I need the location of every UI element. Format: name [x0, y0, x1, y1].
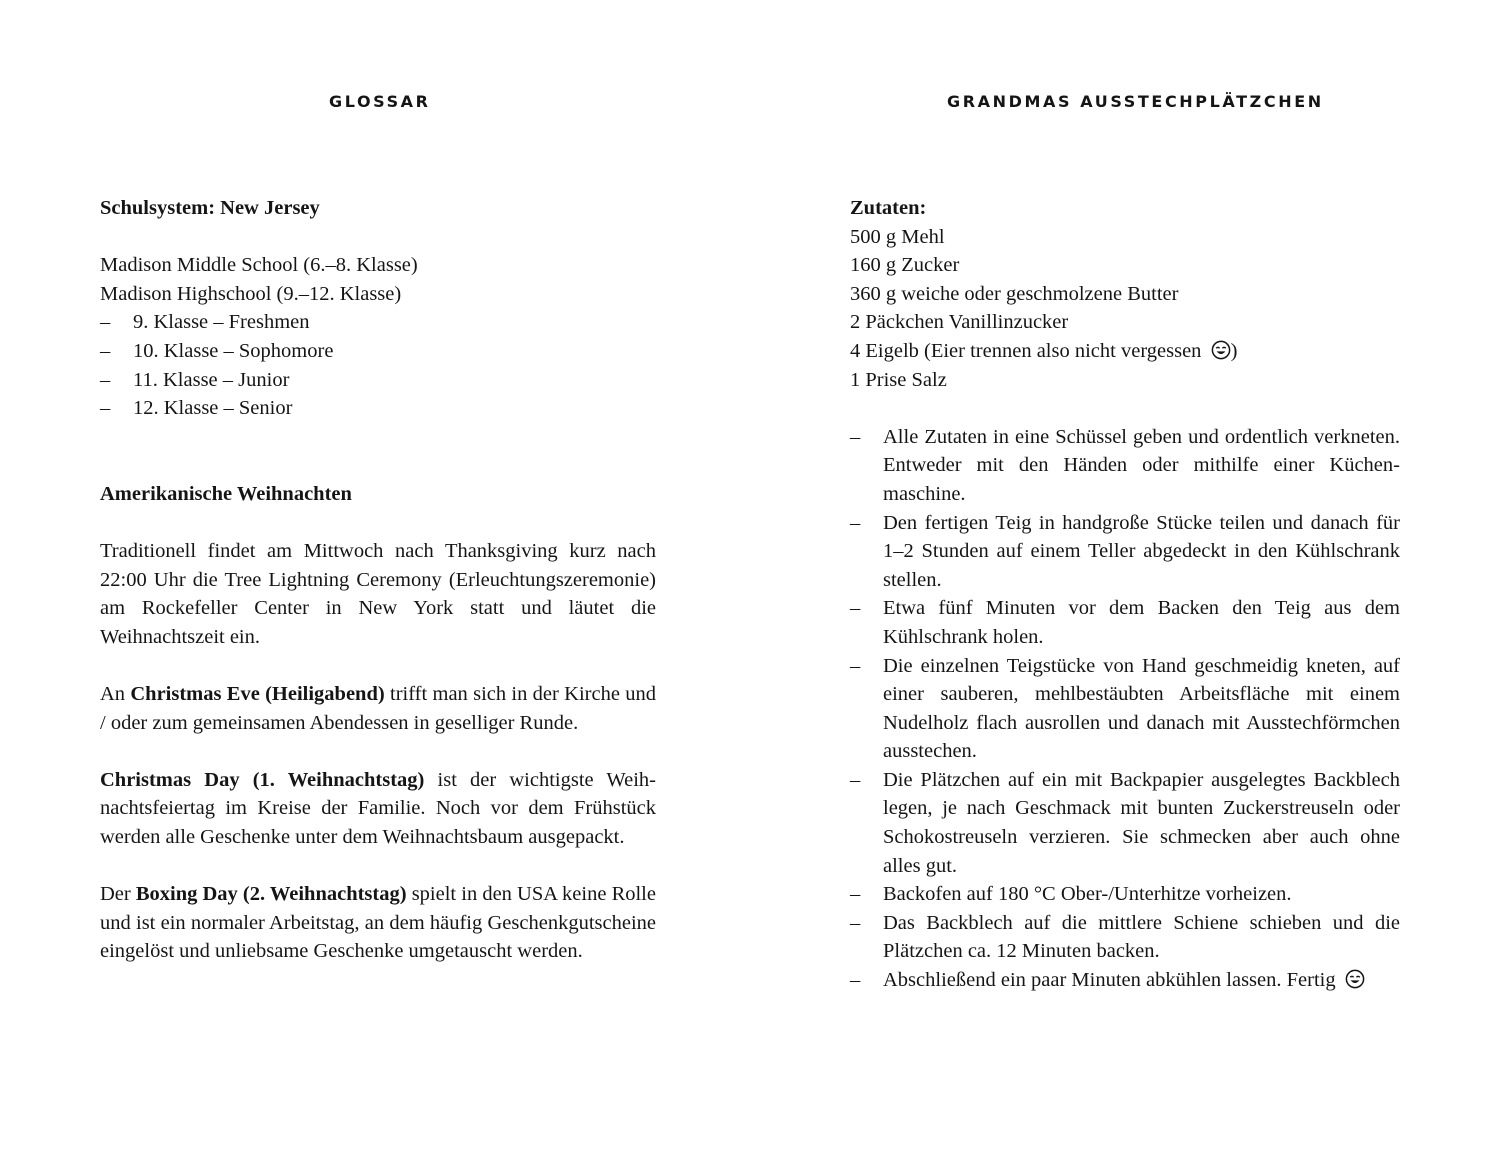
boxing-day-term: Boxing Day (2. Weihnachtstag) [135, 883, 407, 906]
grade-item: – 10. Klasse – Sophomore [100, 337, 656, 366]
recipe-steps [850, 423, 1400, 995]
running-head-glossar: GLOSSAR [329, 92, 431, 111]
right-page [750, 0, 1500, 1153]
boxing-day-paragraph: Der Boxing Day (2. Weihnachtstag) spielt in den USA keine Rolle und ist ein normaler Arbeitstag, an dem häufig Geschenkgutscheine eingelöst und unliebsame Geschenke umgetauscht werden. [100, 883, 656, 963]
school-high: Madison Highschool (9.–12. Klasse) [100, 282, 402, 305]
christmas-day-term: Christmas Day (1. Weihnachtstag) [100, 768, 425, 791]
christmas-intro: Traditionell findet am Mittwoch nach Thanksgiving kurz nach 22:00 Uhr die Tree Lightning Ceremony (Erleuchtungszeremonie) am Rockefeller Center in New York statt und läutet die Weihnachtszeit ein. [100, 540, 656, 648]
recipe-step: – Den fertigen Teig in handgroße Stücke teilen und danach für 1–2 Stunden auf einem Teller abgedeckt in den Kühlschrank stellen. [850, 509, 1400, 595]
ingredient-item: 500 g Mehl [850, 225, 945, 248]
school-middle: Madison Middle School (6.–8. Klasse) [100, 254, 418, 277]
recipe-step-final: – Abschließend ein paar Minuten abkühlen lassen. Fertig [850, 966, 1400, 995]
ingredient-item-eigelb: 4 Eigelb (Eier trennen also nicht vergessen ) [850, 339, 1238, 362]
ingredient-item: 2 Päckchen Vanillinzucker [850, 311, 1069, 334]
running-head-recipe: GRANDMAS AUSSTECHPLÄTZCHEN [947, 92, 1324, 111]
ingredient-item: 360 g weiche oder geschmolzene Butter [850, 282, 1179, 305]
christmas-heading: Amerikanische Weihnachten [100, 482, 352, 505]
recipe-step: – Alle Zutaten in eine Schüssel geben und ordentlich verkneten. Entweder mit den Händen oder mithilfe einer Küchenmaschine. [850, 423, 1400, 509]
christmas-day-paragraph: Christmas Day (1. Weihnachtstag) ist der wichtigste Weihnachtsfeiertag im Kreise der Familie. Noch vor dem Frühstück werden alle Geschenke unter dem Weihnachtsbaum ausgepackt. [100, 768, 656, 849]
recipe-step: – Die einzelnen Teigstücke von Hand geschmeidig kneten, auf einer sauberen, mehlbestäubten Arbeitsfläche mit einem Nudelholz flach ausrollen und danach mit Ausstechförmchen ausstechen. [850, 652, 1400, 766]
grade-item: – 12. Klasse – Senior [100, 394, 656, 423]
recipe-step: – Das Backblech auf die mittlere Schiene schieben und die Plätzchen ca. 12 Minuten backen. [850, 909, 1400, 966]
grade-list [100, 308, 656, 422]
recipe-body [850, 194, 1400, 995]
grade-item: – 11. Klasse – Junior [100, 366, 656, 395]
school-system-heading: Schulsystem: New Jersey [100, 197, 320, 219]
recipe-step: – Backofen auf 180 °C Ober-/Unterhitze vorheizen. [850, 880, 1400, 909]
grade-item: – 9. Klasse – Freshmen [100, 308, 656, 337]
glossary-body [100, 194, 656, 966]
christmas-eve-term: Christmas Eve (Heiligabend) [130, 683, 385, 706]
christmas-eve-paragraph: An Christmas Eve (Heiligabend) trifft man sich in der Kirche und / oder zum gemeinsamen Abendessen in geselliger Runde. [100, 683, 656, 734]
recipe-step: – Die Plätzchen auf ein mit Backpapier ausgelegtes Backblech legen, je nach Geschmack mit bunten Zuckerstreuseln oder Schokostreuseln verzieren. Sie schmecken aber auch ohne alles gut. [850, 766, 1400, 880]
winking-smiley-icon [1211, 340, 1231, 360]
recipe-step: – Etwa fünf Minuten vor dem Backen den Teig aus dem Kühlschrank holen. [850, 594, 1400, 651]
ingredients-heading: Zutaten: [850, 197, 927, 219]
ingredient-item: 160 g Zucker [850, 254, 960, 277]
winking-smiley-icon [1345, 969, 1365, 989]
ingredient-item: 1 Prise Salz [850, 368, 947, 391]
